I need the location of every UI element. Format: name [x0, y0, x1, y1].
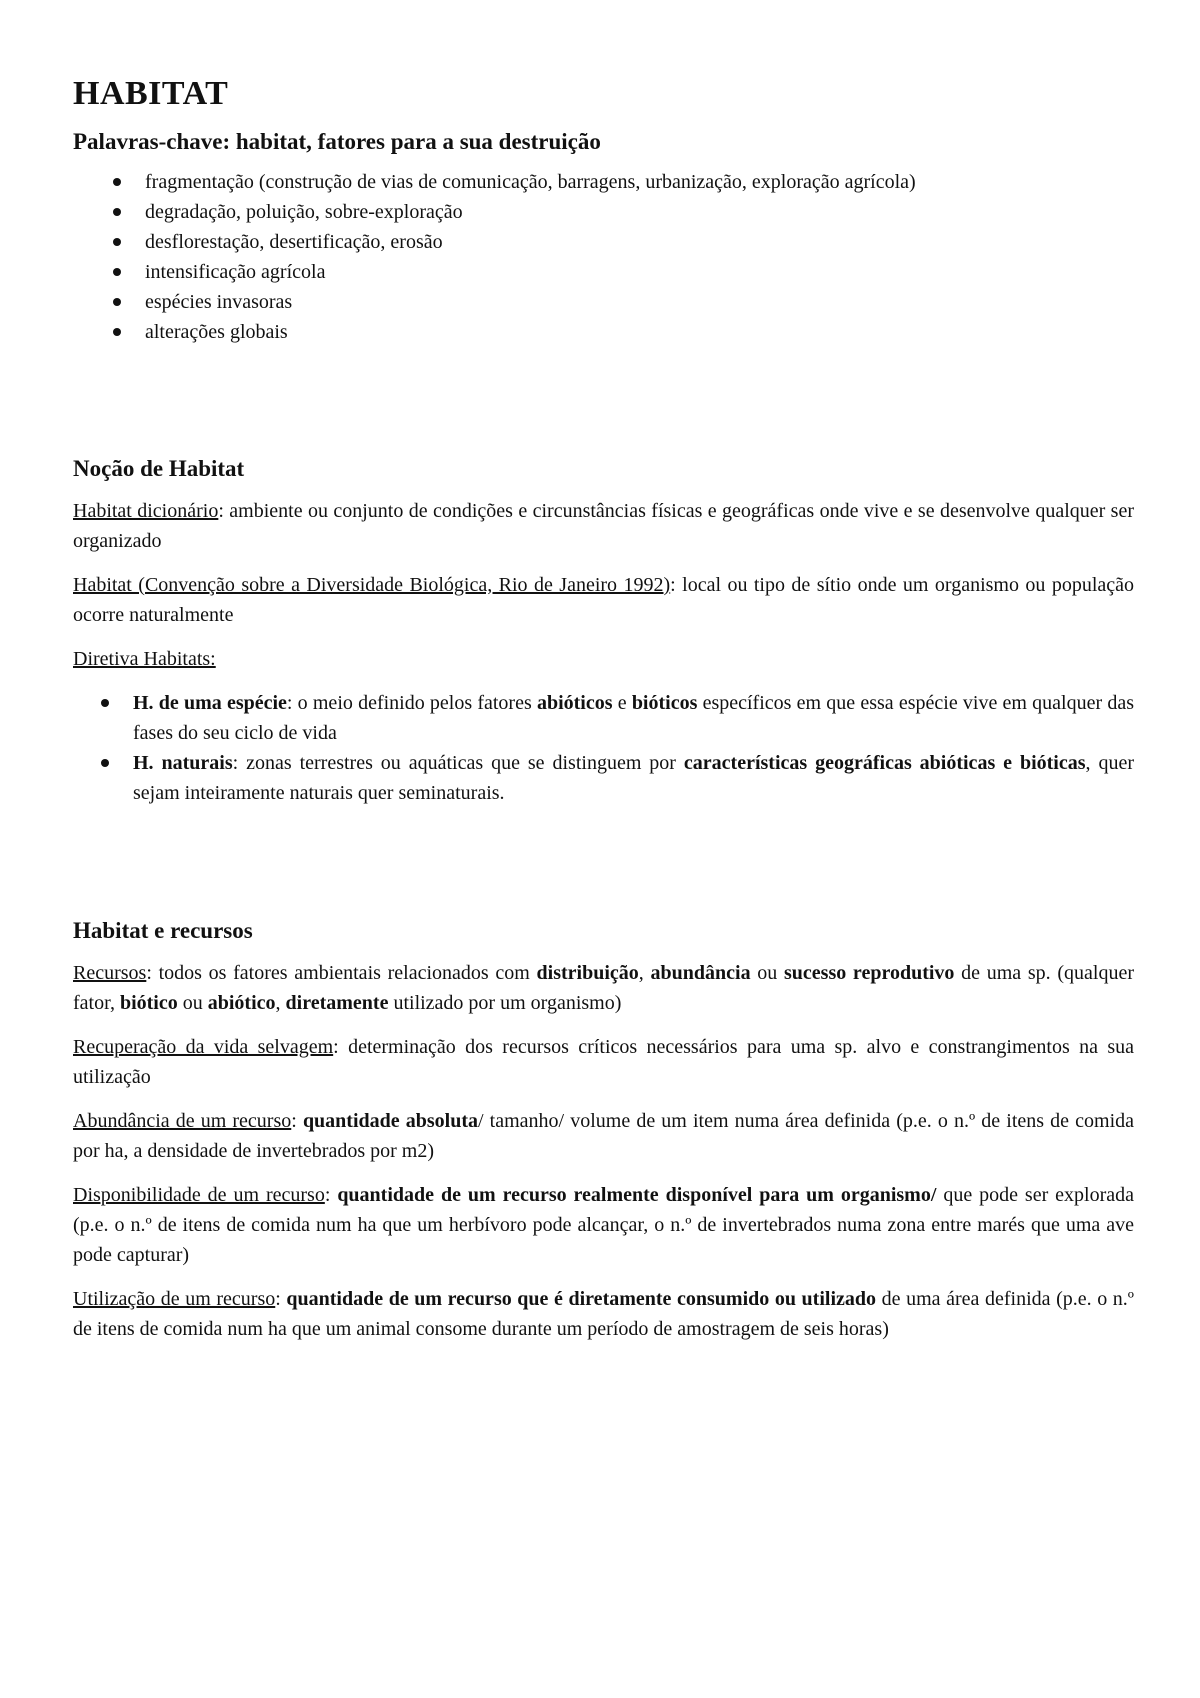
term-label: H. naturais [133, 751, 233, 774]
keywords-list [73, 167, 1134, 347]
definition-text: / tamanho/ volume de um item numa área definida (p.e. o n.º de itens de comida por ha, a densidade de invertebrados por m2) [73, 1109, 1135, 1162]
bold-text: abióticos [536, 691, 613, 714]
bold-text: características geográficas abióticas e bióticas [683, 751, 1086, 774]
section-heading-recursos: Habitat e recursos [73, 917, 253, 943]
definition-text: e [612, 691, 632, 714]
paragraph-recursos [73, 958, 1134, 1018]
definition-text: : determinação dos recursos críticos necessários para uma sp. alvo e constrangimentos na sua utilização [73, 1035, 1134, 1088]
bold-text: quantidade de um recurso realmente disponível para um organismo/ [337, 1183, 937, 1206]
document-title: HABITAT [73, 75, 229, 112]
term-label: Diretiva Habitats: [73, 647, 216, 670]
paragraph-recuperacao [73, 1032, 1134, 1092]
definition-text: : todos os fatores ambientais relacionados com [146, 961, 537, 984]
term-label: Disponibilidade de um recurso [73, 1183, 325, 1206]
definition-text: : [275, 1287, 287, 1310]
list-item: degradação, poluição, sobre-exploração [113, 197, 1134, 227]
term-label: Utilização de um recurso [73, 1287, 276, 1310]
paragraph-utilizacao [73, 1284, 1134, 1344]
definition-text: ou [750, 961, 784, 984]
definition-text: : zonas terrestres ou aquáticas que se distinguem por [232, 751, 684, 774]
bold-text: abiótico [207, 991, 276, 1014]
bold-text: quantidade absoluta [302, 1109, 479, 1132]
list-item [101, 688, 1134, 748]
definition-text: , [275, 991, 286, 1014]
definition-text: : local ou tipo de sítio onde um organismo ou população ocorre naturalmente [73, 573, 1135, 626]
list-item: fragmentação (construção de vias de comunicação, barragens, urbanização, exploração agrícola) [113, 167, 1134, 197]
list-item: desflorestação, desertificação, erosão [113, 227, 1134, 257]
term-label: Recuperação da vida selvagem [73, 1035, 334, 1058]
definition-text: ou [177, 991, 208, 1014]
definition-text: que pode ser explorada (p.e. o n.º de itens de comida num ha que um herbívoro pode alcançar, o n.º de invertebrados numa zona entre marés que uma ave pode capturar) [73, 1183, 1135, 1266]
list-item: alterações globais [113, 317, 1134, 347]
definition-text: utilizado por um organismo) [388, 991, 622, 1014]
list-item [101, 748, 1134, 808]
definition-text: de uma sp. (qualquer fator, [73, 961, 1135, 1014]
list-item: espécies invasoras [113, 287, 1134, 317]
paragraph-abundancia [73, 1106, 1134, 1166]
bold-text: distribuição [536, 961, 639, 984]
bold-text: diretamente [285, 991, 389, 1014]
definition-text: : [291, 1109, 303, 1132]
term-label: Habitat (Convenção sobre a Diversidade Biológica, Rio de Janeiro 1992) [73, 573, 671, 596]
paragraph-disponibilidade [73, 1180, 1134, 1270]
term-label: Habitat dicionário [73, 499, 219, 522]
term-label: Abundância de um recurso [73, 1109, 292, 1132]
keywords-heading: Palavras-chave: habitat, fatores para a sua destruição [73, 129, 601, 155]
definition-text: , [638, 961, 651, 984]
term-label: H. de uma espécie [133, 691, 287, 714]
definition-text: específicos em que essa espécie vive em qualquer das fases do seu ciclo de vida [133, 691, 1135, 744]
definition-text: de uma área definida (p.e. o n.º de itens de comida num ha que um animal consome durante um período de amostragem de seis horas) [73, 1287, 1135, 1340]
bold-text: sucesso reprodutivo [784, 961, 955, 984]
list-item: intensificação agrícola [113, 257, 1134, 287]
definition-text: : [324, 1183, 338, 1206]
paragraph-diretiva-habitats [73, 644, 1134, 674]
bold-text: quantidade de um recurso que é diretamente consumido ou utilizado [286, 1287, 877, 1310]
term-label: Recursos [73, 961, 147, 984]
bold-text: abundância [650, 961, 751, 984]
paragraph-habitat-dicionario [73, 496, 1134, 556]
diretiva-definitions-list [73, 688, 1134, 808]
paragraph-habitat-convencao [73, 570, 1134, 630]
section-heading-nocao: Noção de Habitat [73, 455, 245, 481]
definition-text: : ambiente ou conjunto de condições e circunstâncias físicas e geográficas onde vive e se desenvolve qualquer ser organizado [73, 499, 1134, 552]
definition-text: : o meio definido pelos fatores [286, 691, 537, 714]
bold-text: biótico [119, 991, 178, 1014]
definition-text: , quer sejam inteiramente naturais quer seminaturais. [133, 751, 1135, 804]
bold-text: bióticos [631, 691, 698, 714]
